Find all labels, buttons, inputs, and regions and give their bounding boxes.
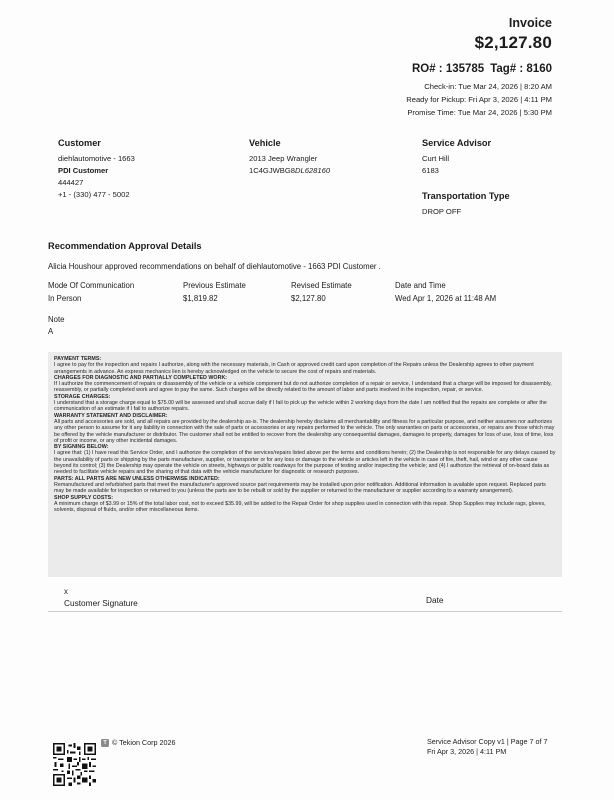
terms-body: I agree that: (1) I have read this Service Order, and I authorize the completion of the services/repairs listed above per the terms and conditions herein; (2) the Dealership is not responsible for any delays caused by the unavailability of parts or shipping by the parts manufacturer, supplier, or transporter or for any loss or damage to the vehicle or articles left in the vehicle in case of fire, theft, hail, wind or any other cause beyond its control; (3) the Dealership may operate the vehicle on streets, highways or public roadways for the purpose of testing and/or inspecting the vehicle; and (4) I authorize the retrieval of on-board data as needed to facilitate vehicle repairs and the sharing of that data with the vehicle manufacturer for diagnostic or research purposes. [54, 450, 556, 476]
customer-phone: +1 - (330) 477 - 5002 [58, 190, 130, 199]
vin-prefix: 1C4GJWBG8 [249, 166, 295, 175]
terms-heading: PARTS: ALL PARTS ARE NEW UNLESS OTHERWISE INDICATED: [54, 475, 220, 482]
terms-heading: WARRANTY STATEMENT AND DISCLAIMER: [54, 412, 168, 419]
previous-estimate-value: $1,819.82 [183, 294, 218, 303]
tekion-logo-icon: T [101, 739, 109, 747]
service-advisor-title: Service Advisor [422, 138, 492, 148]
ready-for-pickup-time: Ready for Pickup: Fri Apr 3, 2026 | 4:11 PM [406, 95, 552, 104]
qr-code-icon [53, 743, 96, 786]
vin-suffix: DL628160 [295, 166, 331, 175]
terms-body: Remanufactured and refurbished parts that meet the manufacturer's approved source part requirements may be installed upon prior notification. Additional information is available upon request. Replaced parts may be made available for inspection or returned to you (unless the parts are to be rebuilt or sold by the supplier or returned to the manufacturer or supplier according to a warranty arrangement). [54, 481, 546, 495]
recommendation-title: Recommendation Approval Details [48, 241, 202, 251]
mode-of-communication-header: Mode Of Communication [48, 281, 135, 290]
terms-body: I agree to pay for the inspection and repairs I authorize, along with the necessary materials, in Cash or approved credit card upon completion of the Repairs unless the Dealership agrees to other payment arrangements in advance. An express mechanics lien is hereby acknowledged on the vehicle to secure the cost of repairs and materials. [54, 362, 534, 375]
tag-number: Tag# : 8160 [490, 63, 552, 75]
invoice-label: Invoice [508, 16, 552, 30]
customer-signature-label: Customer Signature [64, 598, 138, 608]
service-advisor-number: 6183 [422, 166, 439, 175]
terms-heading: BY SIGNING BELOW: [54, 444, 109, 451]
note-header: Note [48, 315, 65, 324]
signature-x-mark: x [64, 587, 68, 596]
terms-box [48, 352, 562, 577]
terms-heading: SHOP SUPPLY COSTS: [54, 494, 113, 501]
recommendation-sentence: Alicia Houshour approved recommendations on behalf of diehlautomotive - 1663 PDI Customer . [48, 262, 381, 271]
previous-estimate-header: Previous Estimate [183, 281, 246, 290]
signature-divider [48, 611, 562, 612]
customer-type: PDI Customer [58, 166, 109, 175]
terms-heading: STORAGE CHARGES: [54, 393, 111, 400]
terms-heading: PAYMENT TERMS: [54, 356, 102, 362]
signature-date-label: Date [426, 595, 444, 605]
date-time-value: Wed Apr 1, 2026 at 11:48 AM [395, 294, 497, 303]
footer-copyright: © Tekion Corp 2026 [112, 738, 176, 747]
promise-time: Promise Time: Tue Mar 24, 2026 | 5:30 PM [407, 108, 552, 117]
vehicle-vin [249, 165, 409, 177]
customer-title: Customer [58, 138, 101, 148]
date-time-header: Date and Time [395, 281, 446, 290]
revised-estimate-value: $2,127.80 [291, 294, 326, 303]
service-advisor-section [422, 138, 572, 218]
mode-of-communication-value: In Person [48, 294, 82, 303]
invoice-header [406, 16, 552, 117]
ro-number: RO# : 135785 [411, 63, 485, 75]
terms-body: A minimum charge of $3.99 or 15% of the total labor cost, not to exceed $35.99, will be added to the Repair Order for shop supplies used in connection with this repair. Shop Supplies may include rags, gloves, solvents, disposal of fluids, and/or other miscellaneous items. [54, 500, 546, 514]
ro-tag-line [406, 63, 552, 75]
customer-id: 444427 [58, 178, 84, 187]
check-in-time: Check-in: Tue Mar 24, 2026 | 8:20 AM [424, 82, 552, 91]
footer-brand [101, 738, 176, 747]
transportation-value: DROP OFF [422, 207, 462, 216]
invoice-total: $2,127.80 [474, 33, 552, 52]
footer-copy-info: Service Advisor Copy v1 | Page 7 of 7 [427, 737, 548, 746]
terms-heading: CHARGES FOR DIAGNOSTIC AND PARTIALLY COMPLETED WORK: [54, 374, 228, 381]
vehicle-title: Vehicle [249, 138, 281, 148]
terms-body: All parts and accessories are sold, and all repairs are provided by the dealership as-is. The dealership hereby disclaims all merchantability and fitness for a particular purpose, and neither assumes nor authorizes any other person to assume for it any liability in connection with the sale of parts or accessories or any repairs performed to the vehicle. The only warranties on parts or accessories, or repairs are those which may be offered by the vehicle manufacturer or distributor. The customer shall not be entitled to recover from the dealership any consequential damages, damages to property, damages for loss of use, loss of time, loss of profit or income, or any other incidental damages. [54, 418, 555, 444]
transportation-title: Transportation Type [422, 191, 510, 201]
service-advisor-name: Curt Hill [422, 154, 450, 163]
customer-name: diehlautomotive - 1663 [58, 154, 135, 163]
vehicle-section [249, 138, 409, 177]
note-value: A [48, 327, 54, 336]
revised-estimate-header: Revised Estimate [291, 281, 352, 290]
terms-body: If I authorize the commencement of repairs or disassembly of the vehicle or a vehicle component but do not authorize completion of a repair or service, I understand that a charge will be imposed for disassembly, reassembly, or partially completed work and agree to pay the same. Such charges will be directly related to the amount of labor and parts involved in the inspection, repair, or service. [54, 381, 552, 394]
terms-body: I understand that a storage charge equal to $75.00 will be assessed and shall accrue daily if I fail to pick up the vehicle within 2 working days from the date I am notified that the repairs are complete or after the communication of an estimate if I fail to authorize repairs. [54, 400, 547, 413]
customer-section [58, 138, 238, 201]
vehicle-model: 2013 Jeep Wrangler [249, 154, 318, 163]
footer-printed-date: Fri Apr 3, 2026 | 4:11 PM [427, 747, 507, 756]
